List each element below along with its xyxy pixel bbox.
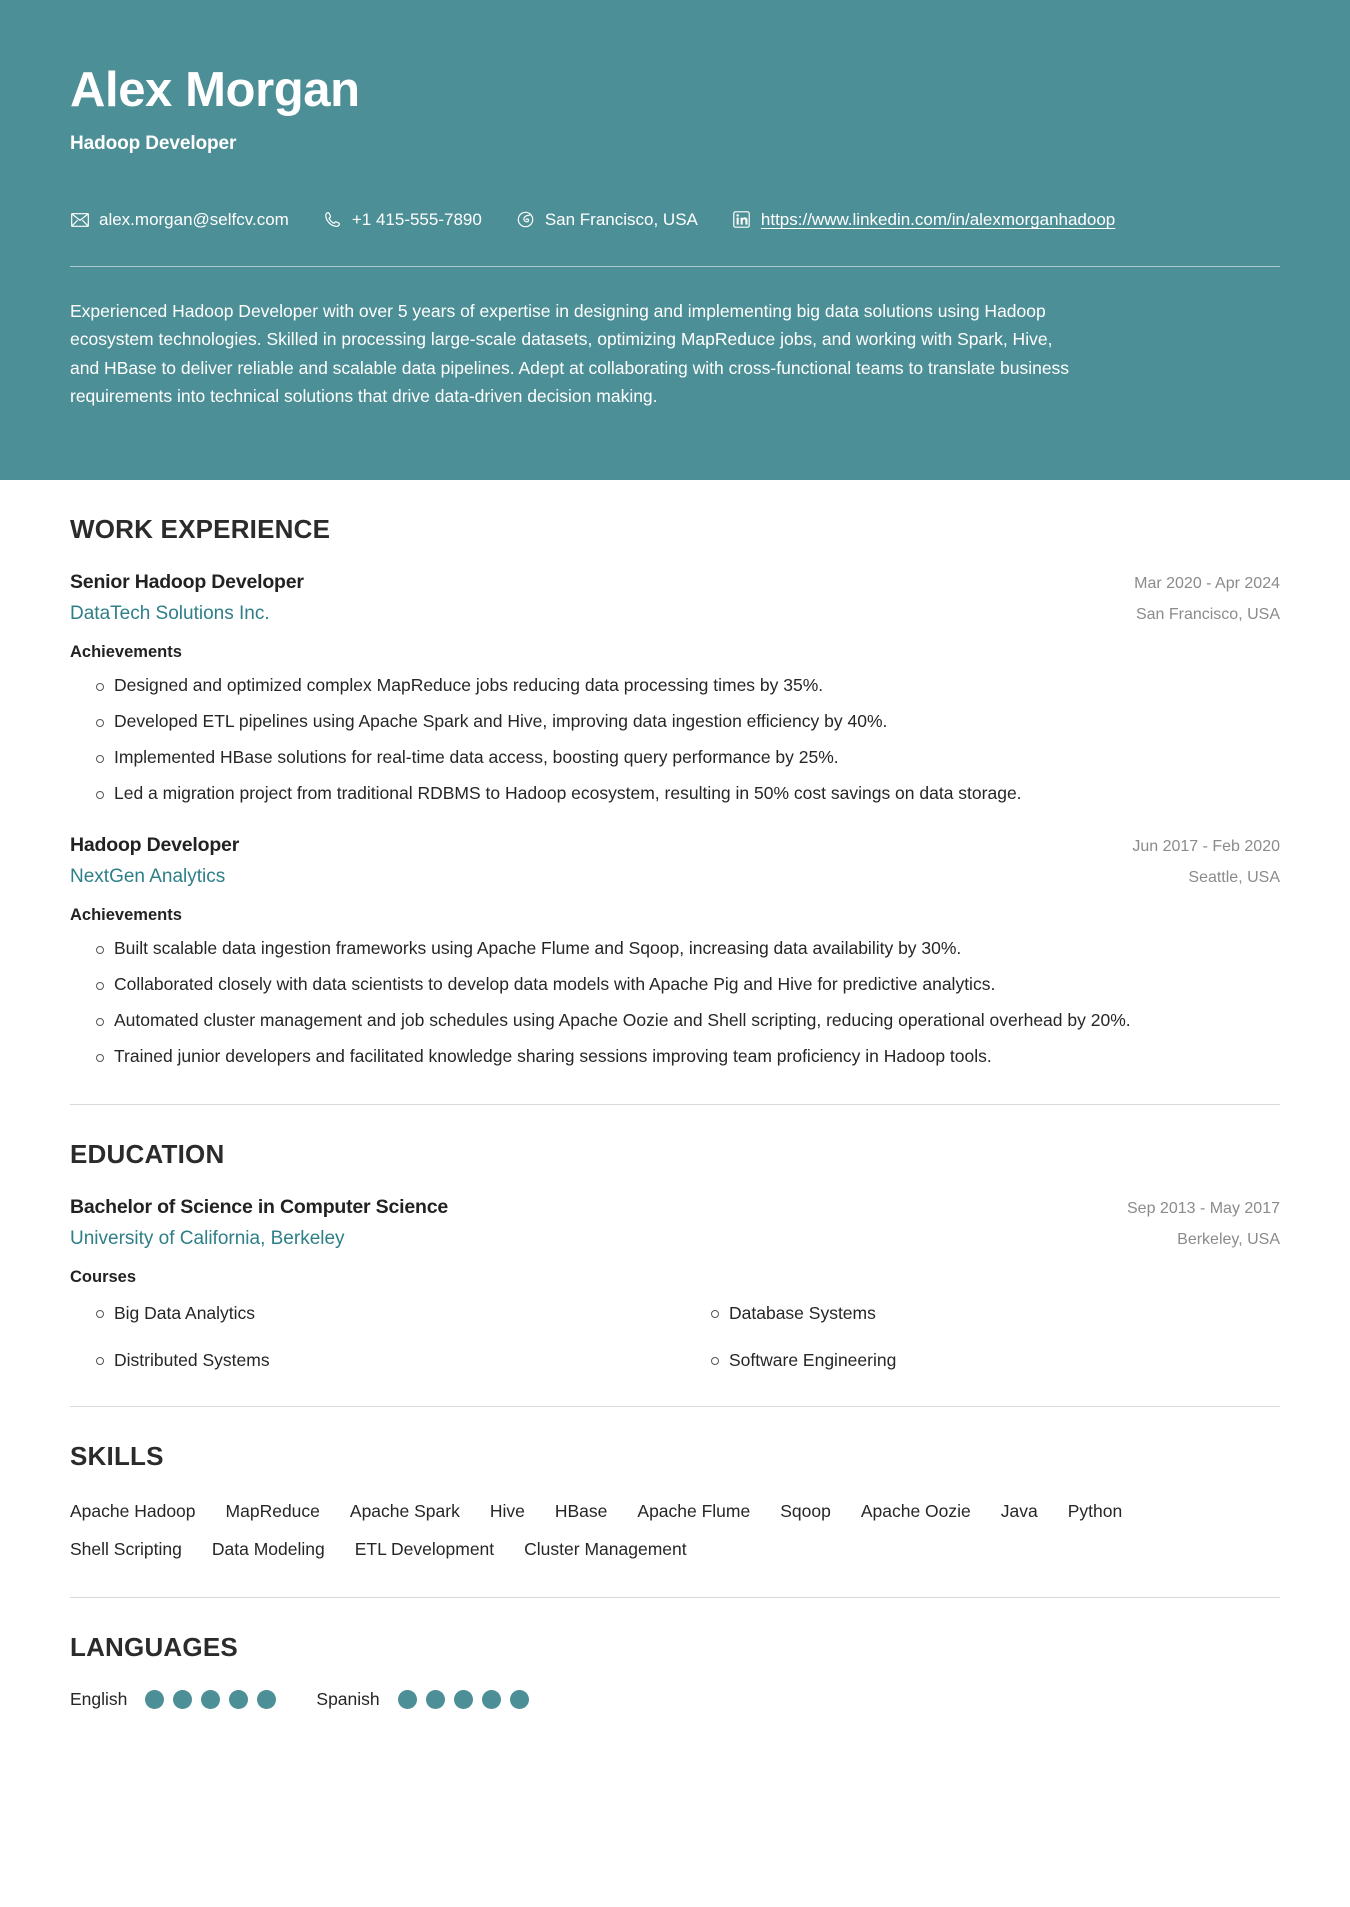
achievement-item: Built scalable data ingestion frameworks using Apache Flume and Sqoop, increasing data availability by 30%. [70,935,1280,962]
achievements-list [70,672,1280,808]
level-dot-filled [398,1690,417,1709]
section-skills [70,1407,1280,1563]
skill-item: Apache Hadoop [70,1501,196,1521]
linkedin-icon [732,210,752,230]
entry-date-range: Sep 2013 - May 2017 [1127,1200,1280,1217]
entry-date-range: Jun 2017 - Feb 2020 [1132,837,1280,855]
level-dot-filled [229,1690,248,1709]
degree-title: Bachelor of Science in Computer Science [70,1196,448,1218]
work-entry-list [70,571,1280,1070]
entry-header [70,571,1280,625]
skill-item: HBase [554,1501,608,1521]
achievement-item: Led a migration project from traditional RDBMS to Hadoop ecosystem, resulting in 50% cost savings on data storage. [70,780,1280,807]
job-role: Hadoop Developer [70,833,240,856]
email-icon [70,210,90,230]
level-dot-filled [173,1690,192,1709]
achievement-item: Trained junior developers and facilitated knowledge sharing sessions improving team proficiency in Hadoop tools. [70,1043,1280,1070]
skill-item: Python [1067,1501,1123,1521]
skill-item: Shell Scripting [70,1539,182,1560]
course-item: Big Data Analytics [70,1301,665,1326]
skill-item: Java [1000,1501,1038,1521]
level-dot-filled [482,1690,501,1709]
achievements-label: Achievements [70,905,182,924]
skill-item: Apache Spark [349,1501,460,1521]
level-dot-filled [426,1690,445,1709]
section-education [70,1105,1280,1372]
languages-list [70,1689,1280,1710]
entry-right [1107,1200,1280,1249]
entry-location: Seattle, USA [1188,868,1280,886]
skill-item: Hive [489,1501,525,1521]
contact-text[interactable]: https://www.linkedin.com/in/alexmorganhadoop [760,210,1116,230]
location-icon [516,210,536,230]
entry-left [70,834,239,888]
header-divider [70,266,1280,267]
candidate-job-title: Hadoop Developer [70,132,237,154]
entry-header [70,1196,1280,1250]
entry-date-range: Mar 2020 - Apr 2024 [1134,575,1280,592]
contact-text: +1 415-555-7890 [351,210,482,230]
language-name: Spanish [316,1688,380,1709]
professional-summary: Experienced Hadoop Developer with over 5 years of expertise in designing and implementing big data solutions using Hadoop ecosystem technologies. Skilled in processing large-scale datasets, optimizing MapReduce jobs, and working with Spark, Hive, and HBase to deliver reliable and scalable data pipelines. Adept at collaborating with cross-functional teams to translate business requirements into technical solutions that drive data-driven decision making. [70,300,1070,406]
entry-right [1112,838,1280,887]
language-level-dots [145,1690,276,1709]
courses-list [70,1301,1280,1372]
course-item: Database Systems [685,1301,1280,1326]
level-dot-filled [454,1690,473,1709]
contact-row [70,210,1280,230]
achievement-item: Implemented HBase solutions for real-time data access, boosting query performance by 25%. [70,744,1280,771]
entry-location: Berkeley, USA [1177,1231,1280,1248]
education-title: EDUCATION [70,1139,225,1169]
skills-list [70,1498,1250,1563]
language-item [70,1689,276,1710]
entry-header [70,834,1280,888]
language-level-dots [398,1690,529,1709]
job-role: Senior Hadoop Developer [70,571,304,593]
skill-item: Apache Flume [637,1501,751,1521]
contact-text: alex.morgan@selfcv.com [99,210,289,230]
level-dot-filled [201,1690,220,1709]
skill-item: Cluster Management [524,1539,687,1560]
skill-item: ETL Development [354,1539,495,1560]
contact-item-linkedin[interactable] [732,210,1115,230]
section-languages [70,1598,1280,1710]
school-name: University of California, Berkeley [70,1228,345,1249]
contact-item-phone [323,210,482,230]
work-entry [70,834,1280,1071]
section-work-experience [70,480,1280,1070]
courses-label: Courses [70,1268,137,1286]
entry-left [70,571,304,625]
work-entry [70,571,1280,808]
entry-location: San Francisco, USA [1135,606,1280,623]
entry-right [1114,575,1280,624]
achievements-label: Achievements [70,643,182,661]
contact-item-location [516,210,698,230]
languages-title: LANGUAGES [70,1631,238,1662]
achievement-item: Developed ETL pipelines using Apache Spark and Hive, improving data ingestion efficiency by 40%. [70,708,1280,735]
achievement-item: Collaborated closely with data scientists to develop data models with Apache Pig and Hive for predictive analytics. [70,971,1280,998]
level-dot-filled [510,1690,529,1709]
candidate-name: Alex Morgan [70,63,360,117]
achievements-list [70,935,1280,1071]
contact-item-email [70,210,289,230]
contact-text: San Francisco, USA [544,210,698,230]
skill-item: MapReduce [225,1501,320,1521]
achievement-item: Designed and optimized complex MapReduce jobs reducing data processing times by 35%. [70,672,1280,699]
language-item [316,1689,528,1710]
education-entry-list [70,1196,1280,1372]
level-dot-filled [145,1690,164,1709]
company-name: NextGen Analytics [70,865,226,887]
education-entry [70,1196,1280,1372]
level-dot-filled [257,1690,276,1709]
skills-title: SKILLS [70,1441,164,1471]
achievement-item: Automated cluster management and job schedules using Apache Oozie and Shell scripting, reducing operational overhead by 20%. [70,1007,1280,1034]
resume-header [0,0,1350,480]
skill-item: Data Modeling [211,1539,325,1560]
course-item: Software Engineering [685,1348,1280,1373]
language-name: English [70,1688,128,1709]
company-name: DataTech Solutions Inc. [70,603,270,624]
course-item: Distributed Systems [70,1348,665,1373]
skill-item: Sqoop [780,1501,831,1521]
work-experience-title: WORK EXPERIENCE [70,514,331,544]
skill-item: Apache Oozie [860,1501,971,1521]
phone-icon [323,210,343,230]
entry-left [70,1196,448,1250]
resume-body [0,480,1350,1750]
